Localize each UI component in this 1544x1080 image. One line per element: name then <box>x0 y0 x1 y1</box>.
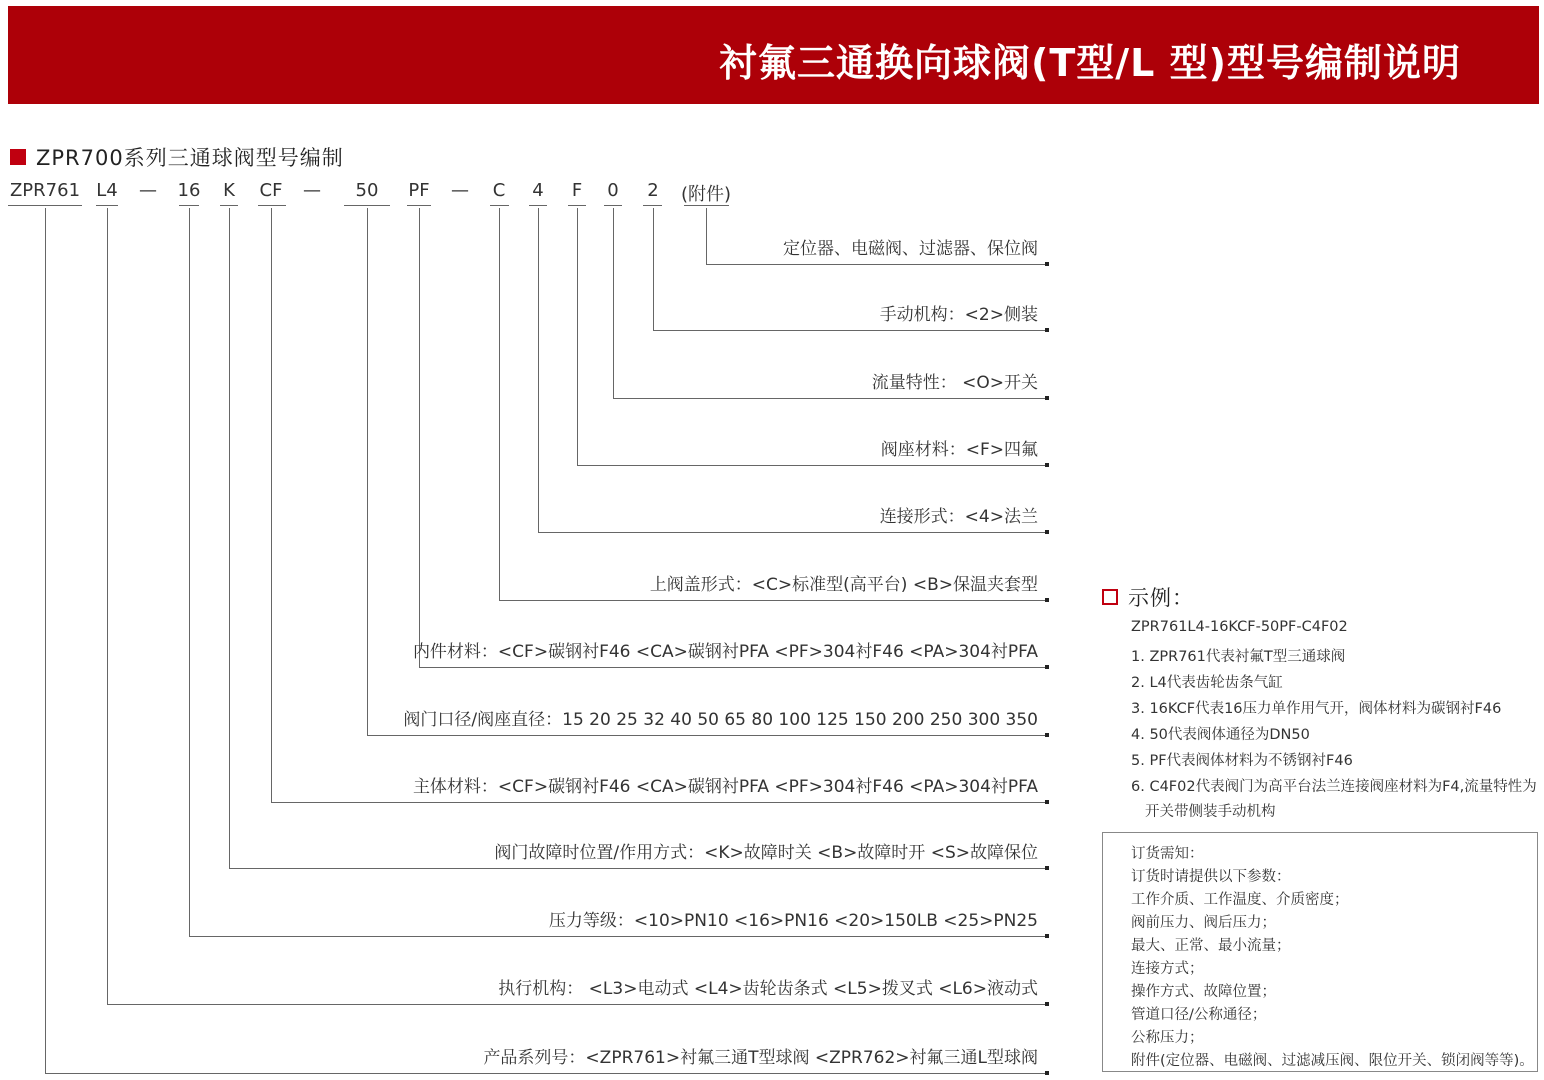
order-line: 订货时请提供以下参数： <box>1131 869 1291 885</box>
code-token: (附件) <box>680 184 732 205</box>
order-line: 连接方式； <box>1131 961 1204 977</box>
connector-endpoint <box>1045 396 1049 400</box>
example-line: 6. C4F02代表阀门为高平台法兰连接阀座材料为F4,流量特性为 <box>1131 779 1537 795</box>
code-description: 压力等级：<10>PN10 <16>PN16 <20>150LB <25>PN25 <box>548 911 1038 931</box>
code-underline <box>179 205 199 206</box>
connector-vertical <box>419 208 420 667</box>
code-underline <box>407 205 431 206</box>
example-line: 开关带侧装手动机构 <box>1145 804 1276 820</box>
code-token: 0 <box>607 180 619 201</box>
connector-endpoint <box>1045 733 1049 737</box>
connector-vertical <box>499 208 500 600</box>
connector-horizontal <box>45 1073 1046 1074</box>
connector-horizontal <box>538 532 1046 533</box>
connector-endpoint <box>1045 262 1049 266</box>
connector-vertical <box>367 208 368 735</box>
code-token: 4 <box>532 180 544 201</box>
connector-horizontal <box>271 802 1046 803</box>
code-token: CF <box>259 180 283 201</box>
code-description: 连接形式：<4>法兰 <box>879 507 1038 527</box>
code-underline <box>684 205 729 206</box>
code-description: 定位器、电磁阀、过滤器、保位阀 <box>783 239 1038 259</box>
code-description: 主体材料：<CF>碳钢衬F46 <CA>碳钢衬PFA <PF>304衬F46 <PA>304衬PFA <box>412 777 1038 797</box>
connector-endpoint <box>1045 1002 1049 1006</box>
code-token: ZPR761 <box>9 180 81 201</box>
connector-horizontal <box>367 735 1046 736</box>
code-description: 阀座材料：<F>四氟 <box>880 440 1038 460</box>
connector-vertical <box>613 208 614 398</box>
connector-vertical <box>229 208 230 868</box>
code-underline <box>8 205 82 206</box>
example-line: 2. L4代表齿轮齿条气缸 <box>1131 675 1283 691</box>
code-description: 上阀盖形式：<C>标准型(高平台) <B>保温夹套型 <box>649 575 1038 595</box>
connector-vertical <box>538 208 539 532</box>
red-square-icon <box>10 149 26 165</box>
connector-vertical <box>653 208 654 330</box>
connector-endpoint <box>1045 328 1049 332</box>
connector-endpoint <box>1045 665 1049 669</box>
connector-endpoint <box>1045 463 1049 467</box>
connector-horizontal <box>706 264 1046 265</box>
connector-horizontal <box>613 398 1046 399</box>
code-underline <box>490 205 509 206</box>
example-line: 5. PF代表阀体材料为不锈钢衬F46 <box>1131 753 1353 769</box>
code-token: 2 <box>647 180 659 201</box>
code-description: 手动机构：<2>侧装 <box>879 305 1038 325</box>
example-header <box>1102 582 1194 612</box>
order-line: 阀前压力、阀后压力； <box>1131 915 1276 931</box>
example-line: 1. ZPR761代表衬氟T型三通球阀 <box>1131 649 1346 665</box>
connector-vertical <box>706 208 707 264</box>
connector-horizontal <box>653 330 1046 331</box>
code-token: K <box>223 180 235 201</box>
code-description: 阀门故障时位置/作用方式：<K>故障时关 <B>故障时开 <S>故障保位 <box>494 843 1038 863</box>
connector-horizontal <box>419 667 1046 668</box>
code-description: 阀门口径/阀座直径：15 20 25 32 40 50 65 80 100 125 150 200 250 300 350 <box>403 710 1038 730</box>
connector-vertical <box>577 208 578 465</box>
code-underline <box>258 205 286 206</box>
code-token: 50 <box>355 180 379 201</box>
code-token: 16 <box>177 180 201 201</box>
example-title: 示例： <box>1128 586 1194 610</box>
code-underline <box>604 205 622 206</box>
example-code: ZPR761L4-16KCF-50PF-C4F02 <box>1131 619 1348 635</box>
order-heading: 订货需知： <box>1131 846 1204 862</box>
connector-vertical <box>107 208 108 1004</box>
code-separator: — <box>303 180 321 201</box>
code-underline <box>344 205 390 206</box>
connector-endpoint <box>1045 800 1049 804</box>
code-token: PF <box>408 180 430 201</box>
title-banner <box>8 6 1539 104</box>
code-underline <box>220 205 238 206</box>
code-underline <box>568 205 586 206</box>
code-separator: — <box>139 180 157 201</box>
connector-horizontal <box>229 868 1046 869</box>
page-title: 衬氟三通换向球阀(T型/L 型)型号编制说明 <box>719 41 1461 85</box>
code-separator: — <box>451 180 469 201</box>
connector-horizontal <box>189 936 1046 937</box>
connector-horizontal <box>107 1004 1046 1005</box>
section-header <box>10 142 344 172</box>
section-title: ZPR700系列三通球阀型号编制 <box>36 146 344 170</box>
example-line: 3. 16KCF代表16压力单作用气开，阀体材料为碳钢衬F46 <box>1131 701 1502 717</box>
hollow-square-icon <box>1102 589 1118 605</box>
connector-vertical <box>271 208 272 802</box>
connector-endpoint <box>1045 934 1049 938</box>
order-line: 操作方式、故障位置； <box>1131 984 1276 1000</box>
code-underline <box>643 205 662 206</box>
connector-horizontal <box>499 600 1046 601</box>
order-line: 最大、正常、最小流量； <box>1131 938 1291 954</box>
connector-endpoint <box>1045 530 1049 534</box>
connector-vertical <box>189 208 190 936</box>
order-line: 附件(定位器、电磁阀、过滤减压阀、限位开关、锁闭阀等等)。 <box>1131 1053 1534 1069</box>
code-description: 内件材料：<CF>碳钢衬F46 <CA>碳钢衬PFA <PF>304衬F46 <PA>304衬PFA <box>412 642 1038 662</box>
code-description: 产品系列号：<ZPR761>衬氟三通T型球阀 <ZPR762>衬氟三通L型球阀 <box>483 1048 1038 1068</box>
code-token: C <box>492 180 506 201</box>
order-line: 公称压力； <box>1131 1030 1204 1046</box>
code-description: 流量特性： <O>开关 <box>871 373 1038 393</box>
connector-endpoint <box>1045 1071 1049 1075</box>
order-line: 管道口径/公称通径； <box>1131 1007 1267 1023</box>
connector-horizontal <box>577 465 1046 466</box>
connector-vertical <box>45 208 46 1073</box>
code-token: L4 <box>96 180 118 201</box>
connector-endpoint <box>1045 866 1049 870</box>
order-line: 工作介质、工作温度、介质密度； <box>1131 892 1349 908</box>
code-description: 执行机构： <L3>电动式 <L4>齿轮齿条式 <L5>拨叉式 <L6>液动式 <box>498 979 1038 999</box>
example-line: 4. 50代表阀体通径为DN50 <box>1131 727 1310 743</box>
connector-endpoint <box>1045 598 1049 602</box>
code-underline <box>529 205 547 206</box>
code-token: F <box>571 180 583 201</box>
code-underline <box>96 205 118 206</box>
